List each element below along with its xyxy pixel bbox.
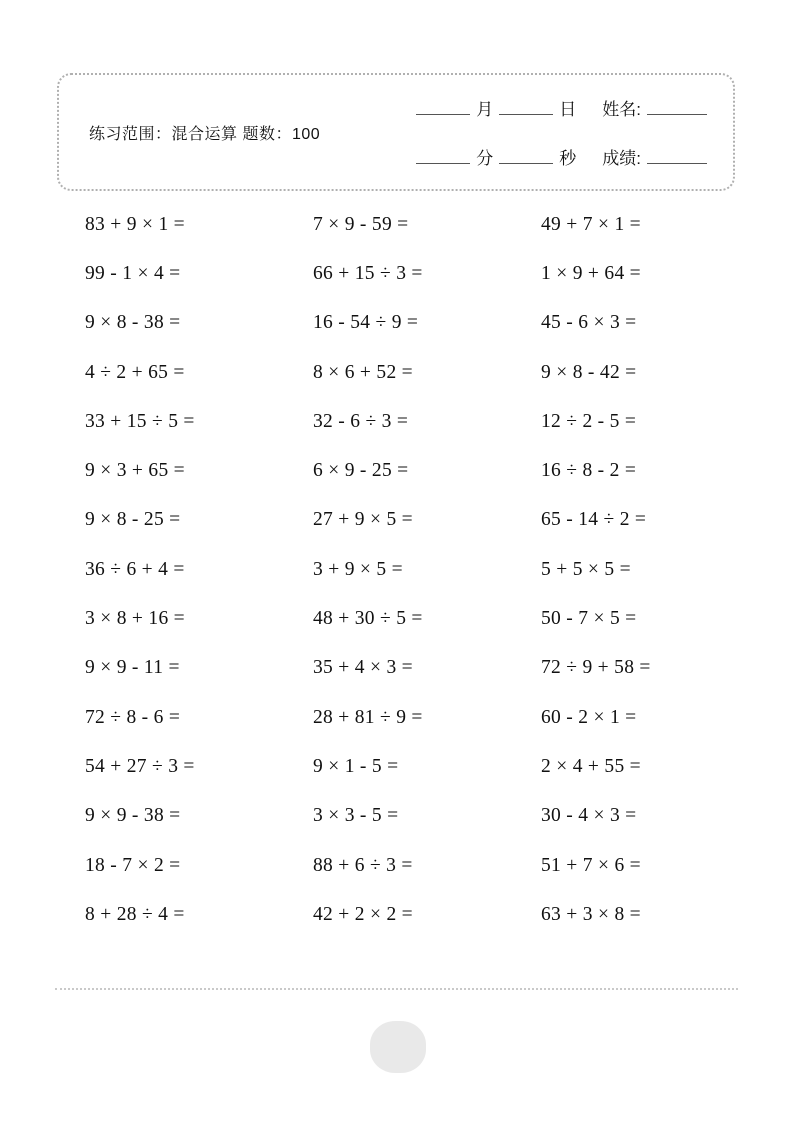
day-blank <box>499 101 553 115</box>
problem: 3 + 9 × 5 = <box>313 558 403 580</box>
problem: 9 × 9 - 11 = <box>85 657 180 679</box>
problem: 7 × 9 - 59 = <box>313 213 409 235</box>
problem: 72 ÷ 9 + 58 = <box>541 657 651 679</box>
problem: 35 + 4 × 3 = <box>313 657 413 679</box>
problem: 16 - 54 ÷ 9 = <box>313 312 419 334</box>
month-blank <box>416 101 470 115</box>
problem: 9 × 8 - 38 = <box>85 312 181 334</box>
score-blank <box>647 150 707 164</box>
problem: 12 ÷ 2 - 5 = <box>541 410 637 432</box>
name-label: 姓名: <box>602 100 641 119</box>
problem: 49 + 7 × 1 = <box>541 213 641 235</box>
problem: 32 - 6 ÷ 3 = <box>313 410 409 432</box>
date-name-line <box>410 95 707 120</box>
problem: 83 + 9 × 1 = <box>85 213 185 235</box>
problem: 9 × 1 - 5 = <box>313 755 399 777</box>
problem: 42 + 2 × 2 = <box>313 903 413 925</box>
header-box <box>57 73 735 191</box>
problem: 48 + 30 ÷ 5 = <box>313 608 423 630</box>
problem: 60 - 2 × 1 = <box>541 706 637 728</box>
problem: 54 + 27 ÷ 3 = <box>85 755 195 777</box>
problem: 88 + 6 ÷ 3 = <box>313 854 413 876</box>
problem: 33 + 15 ÷ 5 = <box>85 410 195 432</box>
problem: 3 × 8 + 16 = <box>85 608 185 630</box>
problem: 4 ÷ 2 + 65 = <box>85 361 185 383</box>
problem: 36 ÷ 6 + 4 = <box>85 558 185 580</box>
problem: 8 × 6 + 52 = <box>313 361 413 383</box>
problem: 6 × 9 - 25 = <box>313 460 409 482</box>
problem: 45 - 6 × 3 = <box>541 312 637 334</box>
problem: 18 - 7 × 2 = <box>85 854 181 876</box>
problem: 30 - 4 × 3 = <box>541 805 637 827</box>
problem: 8 + 28 ÷ 4 = <box>85 903 185 925</box>
second-blank <box>499 150 553 164</box>
problem: 51 + 7 × 6 = <box>541 854 641 876</box>
problem: 27 + 9 × 5 = <box>313 509 413 531</box>
second-label: 秒 <box>559 149 577 168</box>
problem: 72 ÷ 8 - 6 = <box>85 706 181 728</box>
problem: 9 × 9 - 38 = <box>85 805 181 827</box>
day-label: 日 <box>559 100 577 119</box>
dotted-separator <box>55 988 738 990</box>
problem: 28 + 81 ÷ 9 = <box>313 706 423 728</box>
problem: 3 × 3 - 5 = <box>313 805 399 827</box>
problem-grid <box>85 200 745 939</box>
name-blank <box>647 101 707 115</box>
problem: 5 + 5 × 5 = <box>541 558 631 580</box>
problem: 9 × 3 + 65 = <box>85 460 185 482</box>
problem: 50 - 7 × 5 = <box>541 608 637 630</box>
problem: 99 - 1 × 4 = <box>85 262 181 284</box>
month-label: 月 <box>476 100 494 119</box>
problem: 9 × 8 - 25 = <box>85 509 181 531</box>
practice-range-label: 练习范围：混合运算 题数：100 <box>89 125 321 143</box>
minute-blank <box>416 150 470 164</box>
footer-oval <box>370 1021 426 1073</box>
problem: 16 ÷ 8 - 2 = <box>541 460 637 482</box>
score-label: 成绩: <box>602 149 641 168</box>
problem: 66 + 15 ÷ 3 = <box>313 262 423 284</box>
problem: 1 × 9 + 64 = <box>541 262 641 284</box>
problem: 2 × 4 + 55 = <box>541 755 641 777</box>
problem: 63 + 3 × 8 = <box>541 903 641 925</box>
time-score-line <box>410 144 707 169</box>
problem: 9 × 8 - 42 = <box>541 361 637 383</box>
problem: 65 - 14 ÷ 2 = <box>541 509 647 531</box>
header-fill-in-area <box>410 95 707 169</box>
minute-label: 分 <box>476 149 494 168</box>
